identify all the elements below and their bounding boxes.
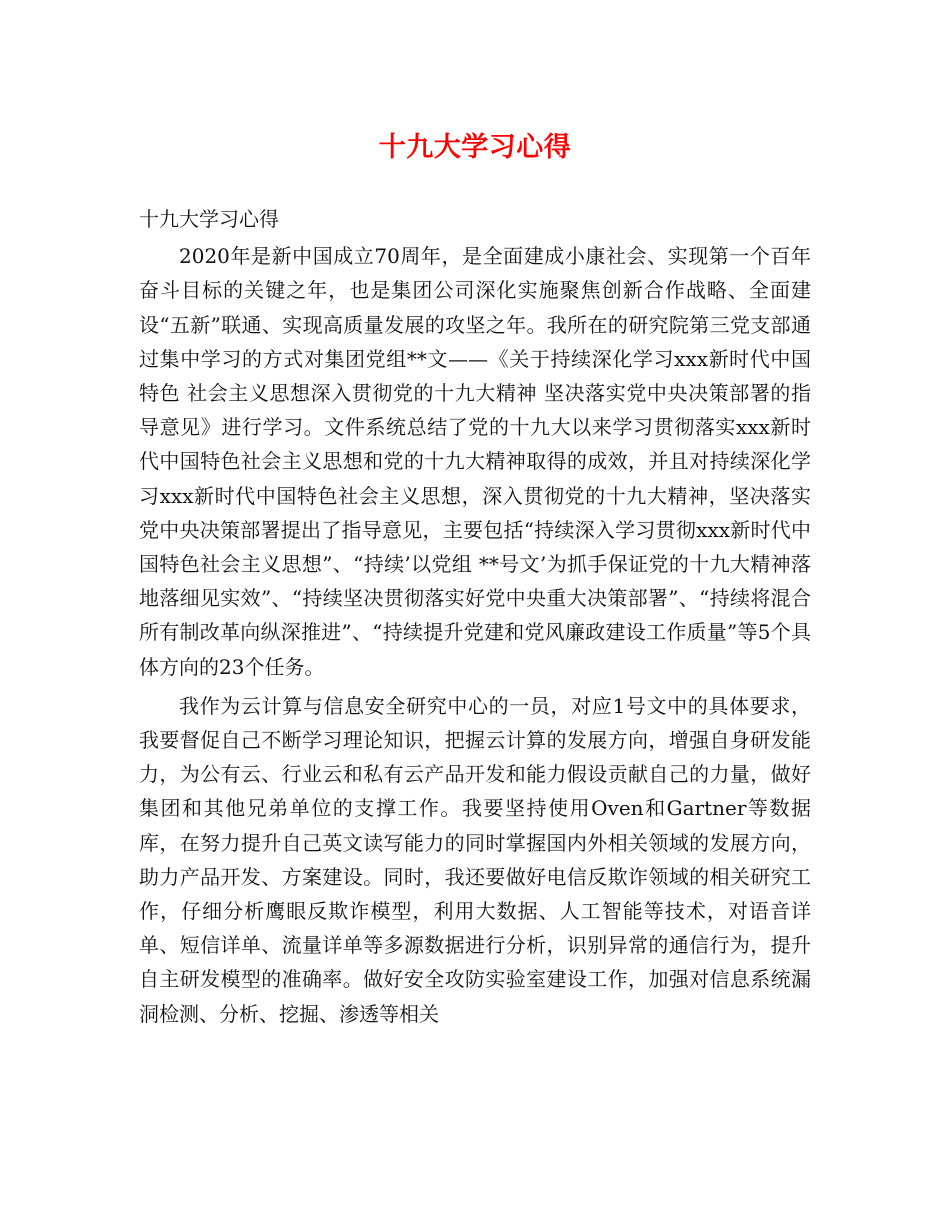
body-paragraph-1: 2020年是新中国成立70周年，是全面建成小康社会、实现第一个百年奋斗目标的关键之年，也是集团公司深化实施聚焦创新合作战略、全面建设“五新”联通、实现高质量发展的攻坚之年。我所在的研究院第三党支部通过集中学习的方式对集团党组**文——《关于持续深化学习xxx新时代中国特色 社会主义思想深入贯彻党的十九大精神 坚决落实党中央决策部署的指导意见》进行学习。文件系统总结了党的十九大以来学习贯彻落实xxx新时代中国特色社会主义思想和党的十九大精神取得的成效，并且对持续深化学习xxx新时代中国特色社会主义思想，深入贯彻党的十九大精神，坚决落实党中央决策部署提出了指导意见，主要包括“持续深入学习贯彻xxx新时代中国特色社会主义思想”、“持续’以党组 **号文’为抓手保证党的十九大精神落地落细见实效”、“持续坚决贯彻落实好党中央重大决策部署”、“持续将混合所有制改革向纵深推进”、“持续提升党建和党风廉政建设工作质量”等5个具体方向的23个任务。: [139, 244, 811, 679]
document-subtitle: 十九大学习心得: [139, 207, 279, 231]
body-paragraph-2: 我作为云计算与信息安全研究中心的一员，对应1号文中的具体要求，我要督促自己不断学习理论知识，把握云计算的发展方向，增强自身研发能力，为公有云、行业云和私有云产品开发和能力假设贡献自己的力量，做好集团和其他兄弟单位的支撑工作。我要坚持使用Oven和Gartner等数据库，在努力提升自己英文读写能力的同时掌握国内外相关领域的发展方向，助力产品开发、方案建设。同时，我还要做好电信反欺诈领域的相关研究工作，仔细分析鹰眼反欺诈模型，利用大数据、人工智能等技术，对语音详单、短信详单、流量详单等多源数据进行分析，识别异常的通信行为，提升自主研发模型的准确率。做好安全攻防实验室建设工作，加强对信息系统漏洞检测、分析、挖掘、渗透等相关: [139, 693, 811, 1026]
document-body: [139, 202, 811, 1036]
document-title: 十九大学习心得: [378, 132, 572, 163]
